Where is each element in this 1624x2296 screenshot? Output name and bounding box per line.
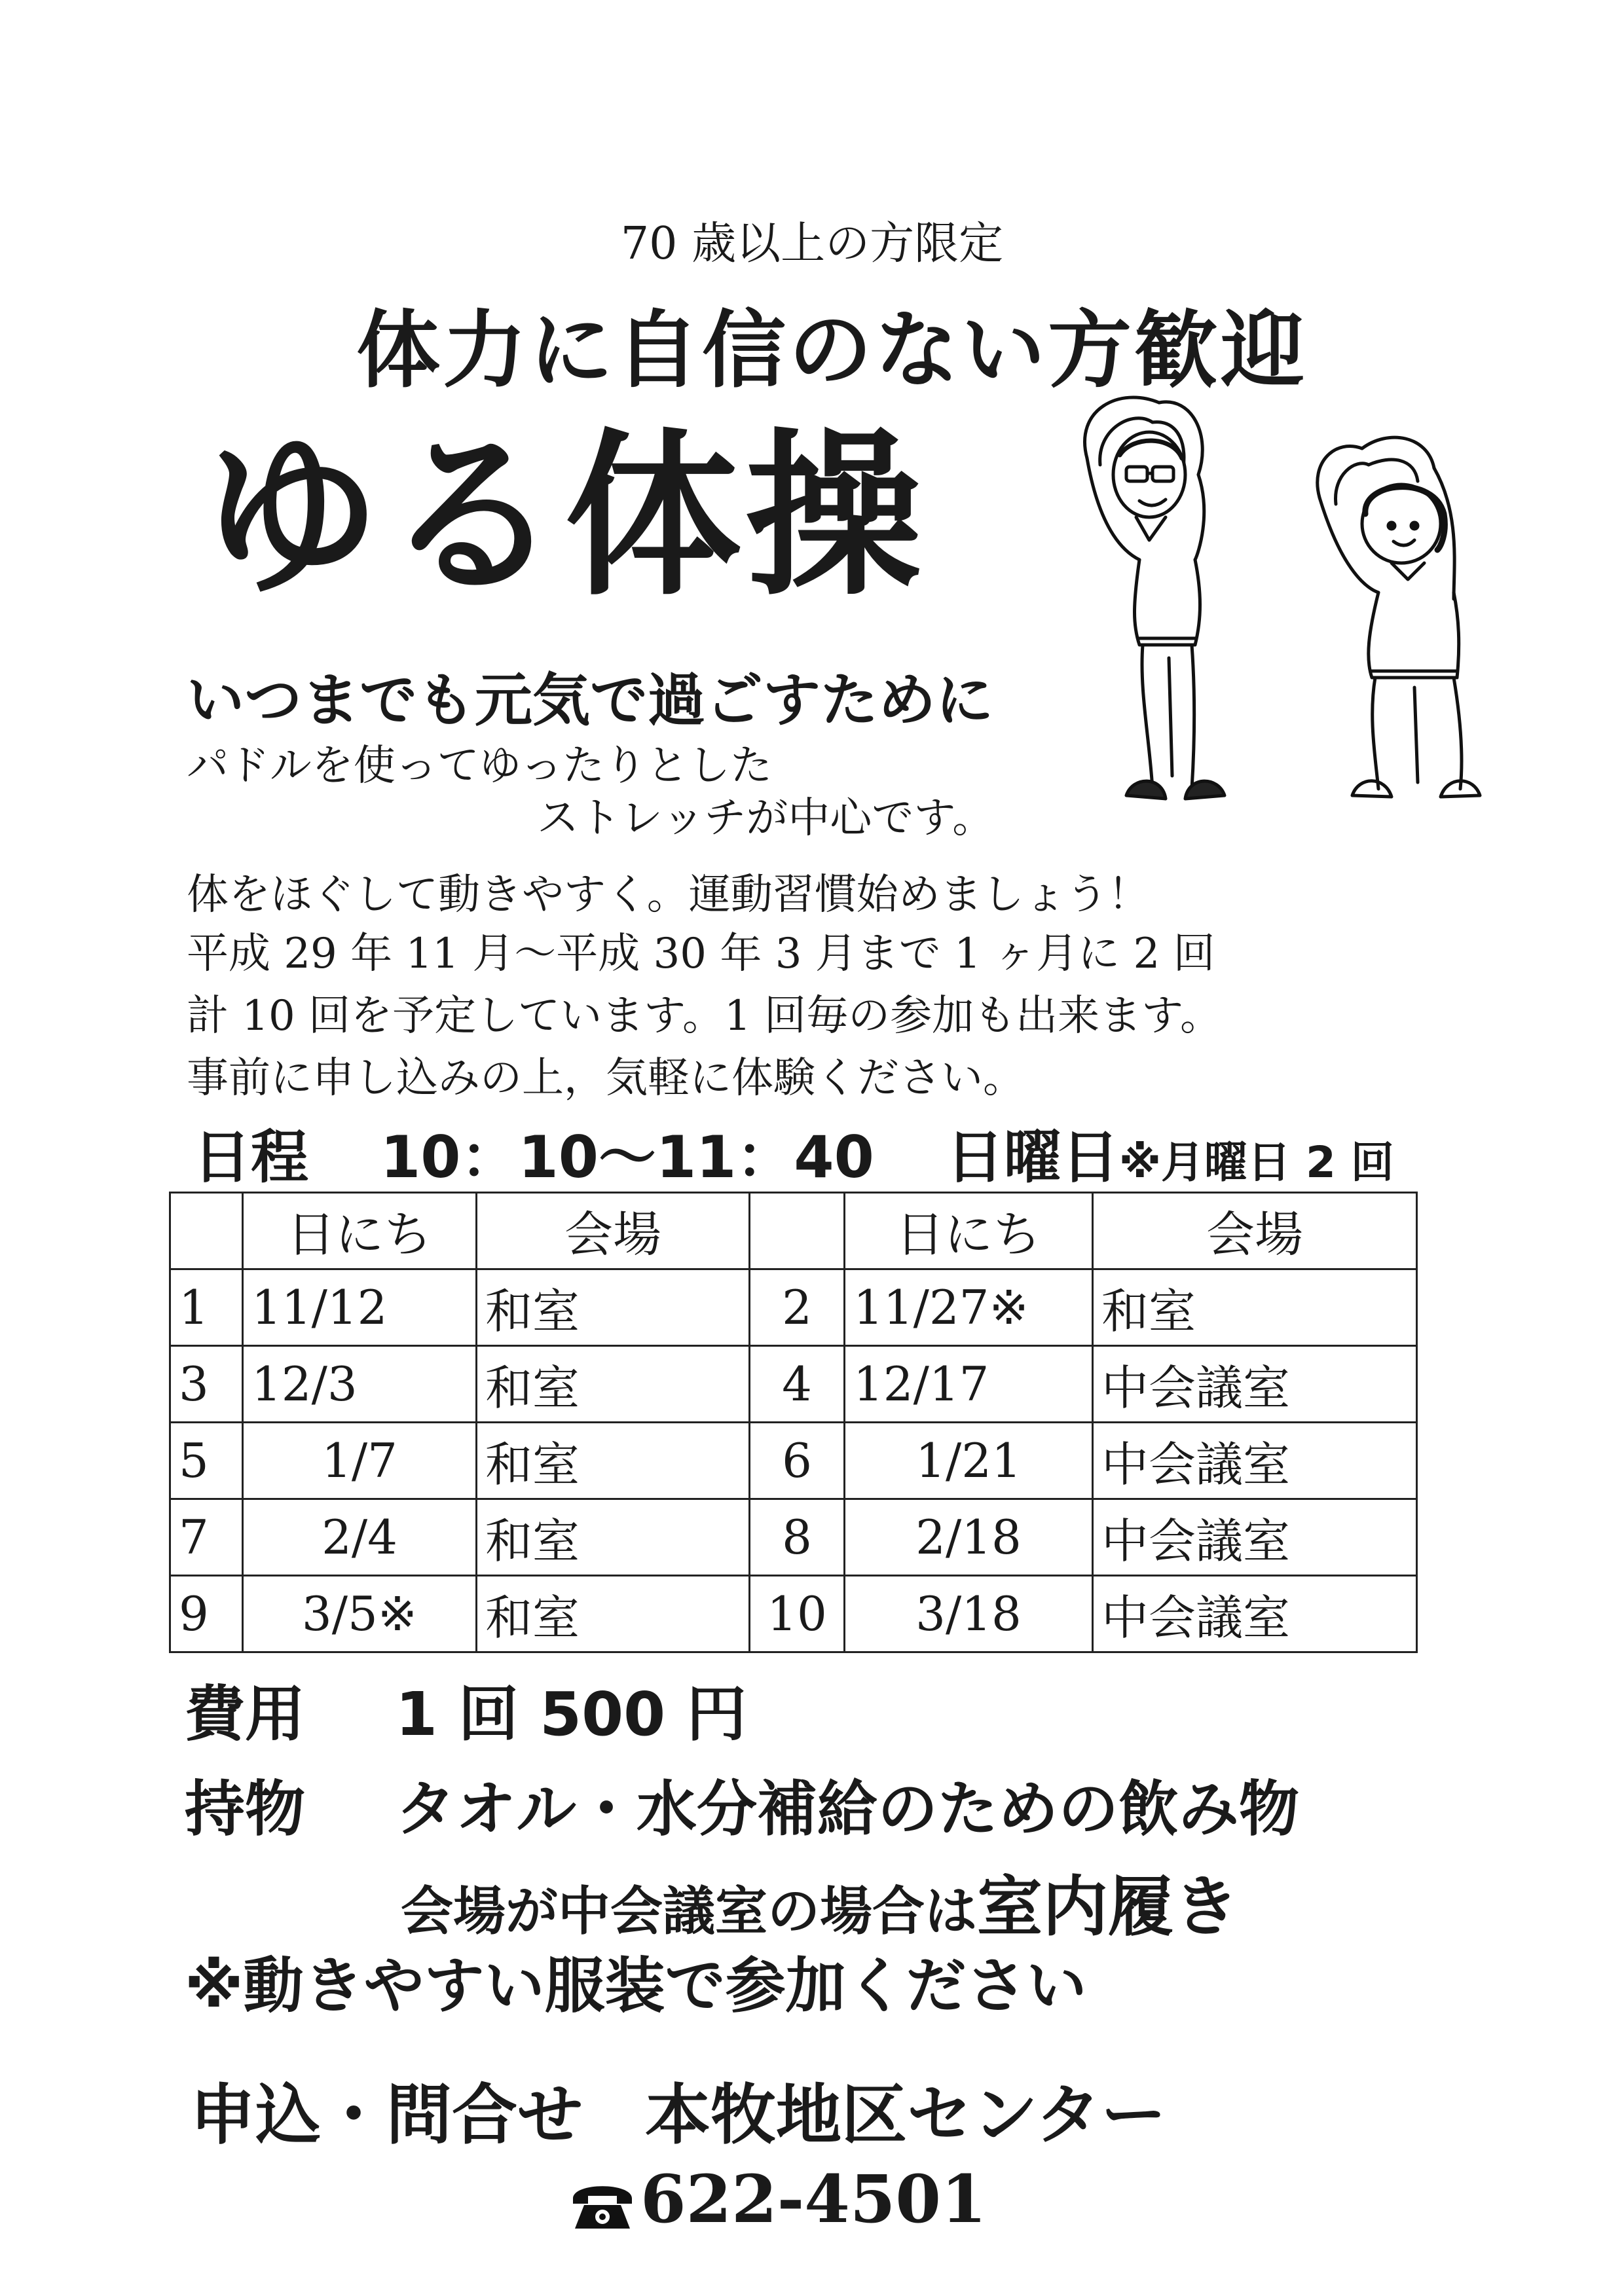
body-line: 体をほぐして動きやすく。運動習慣始めましょう！ bbox=[187, 871, 1150, 919]
schedule-time: 10：10～11：40 bbox=[380, 1123, 874, 1191]
schedule-line bbox=[193, 1112, 1394, 1194]
schedule-label: 日程 bbox=[193, 1123, 309, 1191]
items-value: タオル・水分補給のための飲み物 bbox=[396, 1774, 1300, 1844]
body-line: 事前に申し込みの上，気軽に体験ください。 bbox=[187, 1054, 1025, 1102]
telephone-icon bbox=[570, 2179, 635, 2231]
items-label: 持物 bbox=[185, 1774, 306, 1844]
session-date: 2/4 bbox=[243, 1499, 477, 1576]
session-date: 2/18 bbox=[845, 1499, 1093, 1576]
session-venue: 和室 bbox=[477, 1576, 750, 1652]
session-venue: 中会議室 bbox=[1093, 1346, 1417, 1423]
session-date: 1/21 bbox=[845, 1423, 1093, 1499]
table-row bbox=[170, 1423, 1417, 1499]
session-date: 11/27※ bbox=[845, 1269, 1093, 1346]
session-number: 2 bbox=[750, 1269, 845, 1346]
table-header: 日にち bbox=[243, 1193, 477, 1269]
target-audience: 70 歳以上の方限定 bbox=[620, 218, 1004, 270]
session-date: 12/3 bbox=[243, 1346, 477, 1423]
session-venue: 和室 bbox=[477, 1346, 750, 1423]
session-number: 5 bbox=[170, 1423, 243, 1499]
fee-line bbox=[185, 1666, 747, 1753]
schedule-day: 日曜日 bbox=[946, 1123, 1119, 1191]
clothing-note: ※動きやすい服装で参加ください bbox=[185, 1951, 1087, 2021]
items-line bbox=[185, 1761, 1299, 1848]
session-venue: 和室 bbox=[1093, 1269, 1417, 1346]
fee-value: 1 回 500 円 bbox=[396, 1679, 747, 1749]
session-number: 7 bbox=[170, 1499, 243, 1576]
session-venue: 和室 bbox=[477, 1499, 750, 1576]
session-number: 1 bbox=[170, 1269, 243, 1346]
contact-place: 本牧地区センター bbox=[645, 2077, 1166, 2153]
contact-label: 申込・問合せ bbox=[190, 2077, 583, 2153]
table-header bbox=[750, 1193, 845, 1269]
indoor-note-prefix: 会場が中会議室の場合は bbox=[401, 1881, 977, 1942]
session-venue: 和室 bbox=[477, 1423, 750, 1499]
body-line: パドルを使ってゆったりとした bbox=[187, 742, 773, 790]
indoor-note-emphasis: 室内履き bbox=[977, 1868, 1239, 1945]
session-venue: 中会議室 bbox=[1093, 1499, 1417, 1576]
table-row bbox=[170, 1576, 1417, 1652]
indoor-shoes-note bbox=[401, 1854, 1239, 1948]
schedule-table bbox=[169, 1192, 1418, 1653]
session-venue: 中会議室 bbox=[1093, 1423, 1417, 1499]
session-number: 9 bbox=[170, 1576, 243, 1652]
body-line: 計 10 回を予定しています。1 回毎の参加も出来ます。 bbox=[187, 992, 1222, 1040]
session-number: 4 bbox=[750, 1346, 845, 1423]
session-date: 3/5※ bbox=[243, 1576, 477, 1652]
contact-line bbox=[190, 2062, 1166, 2157]
stretching-couple-illustration bbox=[1035, 383, 1545, 841]
phone-number: 622-4501 bbox=[640, 2160, 987, 2238]
body-line: 平成 29 年 11 月～平成 30 年 3 月まで 1 ヶ月に 2 回 bbox=[187, 930, 1215, 978]
phone-line bbox=[570, 2160, 987, 2238]
table-header: 会場 bbox=[477, 1193, 750, 1269]
table-header: 日にち bbox=[845, 1193, 1093, 1269]
session-number: 8 bbox=[750, 1499, 845, 1576]
session-venue: 和室 bbox=[477, 1269, 750, 1346]
session-number: 6 bbox=[750, 1423, 845, 1499]
table-header bbox=[170, 1193, 243, 1269]
session-number: 10 bbox=[750, 1576, 845, 1652]
session-venue: 中会議室 bbox=[1093, 1576, 1417, 1652]
session-date: 12/17 bbox=[845, 1346, 1093, 1423]
table-header-row bbox=[170, 1193, 1417, 1269]
lead-text: いつまでも元気で過ごすために bbox=[187, 666, 994, 734]
session-number: 3 bbox=[170, 1346, 243, 1423]
schedule-note: ※月曜日 2 回 bbox=[1118, 1137, 1394, 1188]
fee-label: 費用 bbox=[185, 1679, 306, 1749]
session-date: 11/12 bbox=[243, 1269, 477, 1346]
headline: 体力に自信のない方歓迎 bbox=[356, 302, 1307, 399]
page-title: ゆる体操 bbox=[203, 413, 926, 619]
session-date: 1/7 bbox=[243, 1423, 477, 1499]
table-row bbox=[170, 1269, 1417, 1346]
table-header: 会場 bbox=[1093, 1193, 1417, 1269]
table-row bbox=[170, 1499, 1417, 1576]
body-line: ストレッチが中心です。 bbox=[537, 794, 995, 843]
session-date: 3/18 bbox=[845, 1576, 1093, 1652]
table-row bbox=[170, 1346, 1417, 1423]
